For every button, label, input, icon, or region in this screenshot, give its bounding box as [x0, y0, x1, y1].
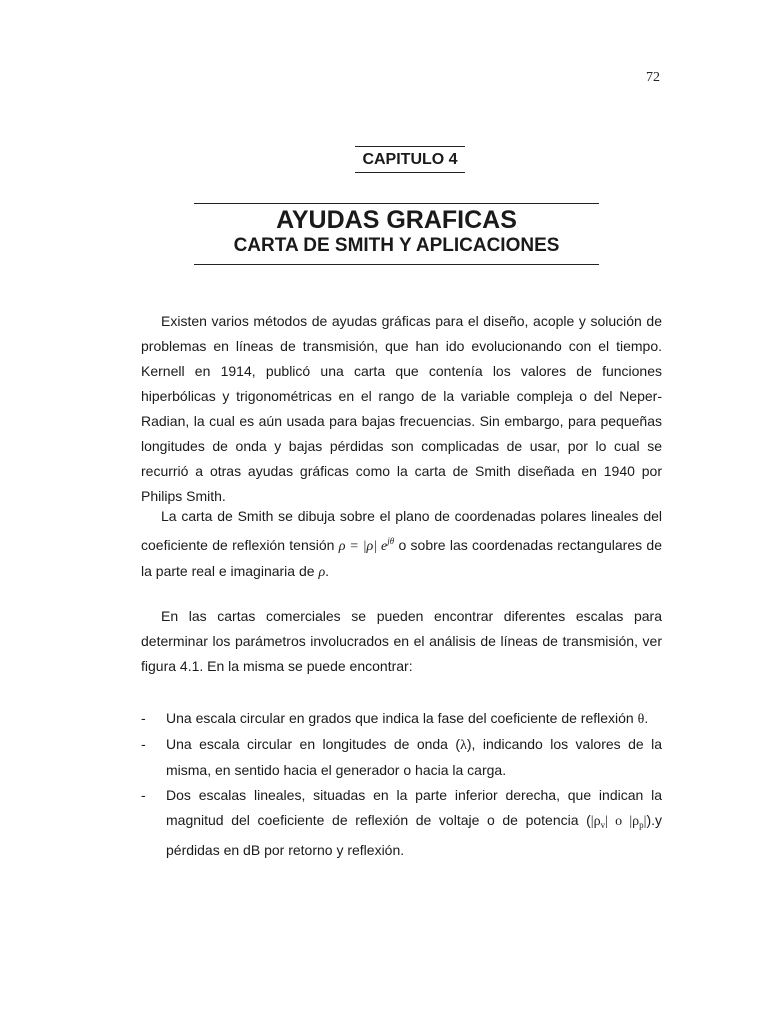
formula-exponent: jθ: [387, 536, 395, 546]
paragraph-text: o sobre las coordenadas rectangulares de la parte real e imaginaria de: [141, 537, 662, 579]
paragraph-text: .: [325, 563, 330, 579]
rho-p-base: |ρ: [629, 814, 640, 829]
page-subtitle: CARTA DE SMITH Y APLICACIONES: [233, 235, 560, 256]
scales-list: [141, 706, 662, 863]
list-item-text: Dos escalas lineales, situadas en la parte inferior derecha, que indican la magnitud del coeficiente de reflexión de voltaje o de potencia (: [166, 787, 662, 828]
lambda-symbol: λ: [460, 738, 467, 753]
paragraph-intro: Existen varios métodos de ayudas gráficas para el diseño, acople y solución de problemas en líneas de transmisión, que han ido evolucionando con el tiempo. Kernell en 1914, publicó una carta que contenía los valores de funciones hiperbólicas y trigonométricas en el rango de la variable compleja o del Neper-Radian, la cual es aún usada para bajas frecuencias. Sin embargo, para pequeñas longitudes de onda y bajas pérdidas son complicadas de usar, por lo cual se recurrió a otras ayudas gráficas como la carta de Smith diseñada en 1940 por Philips Smith.: [141, 313, 662, 504]
list-item: [141, 783, 662, 863]
reflection-formula: [338, 536, 395, 554]
page-number: 72: [646, 70, 660, 85]
list-item-text: Una escala circular en longitudes de onda (: [166, 736, 461, 752]
list-item-text: o: [607, 814, 630, 829]
rho-v-base: |ρ: [590, 814, 601, 829]
page-title: AYUDAS GRAFICAS: [276, 206, 517, 234]
paragraph-text: La carta de Smith se dibuja sobre el plano de coordenadas polares lineales del coeficiente de reflexión tensión: [141, 508, 662, 553]
rho-v-symbol: [591, 814, 608, 829]
list-item: [141, 706, 662, 732]
list-item-text: ).y pérdidas en dB por retorno y reflexión.: [166, 812, 662, 858]
formula-base: ρ = |ρ| e: [338, 539, 388, 554]
rho-v-bar: |: [605, 814, 608, 829]
list-item-text: ), indicando los valores de la misma, en sentido hacia el generador o hacia la carga.: [166, 736, 662, 778]
rho-p-bar: |: [643, 814, 647, 829]
rho-v-subscript: v: [600, 820, 606, 830]
theta-symbol: θ: [637, 712, 645, 727]
rho-p-symbol: [629, 814, 646, 829]
paragraph-scales: En las cartas comerciales se pueden encontrar diferentes escalas para determinar los parámetros involucrados en el análisis de líneas de transmisión, ver figura 4.1. En la misma se puede encontrar:: [141, 608, 662, 674]
list-item-text: Una escala circular en grados que indica la fase del coeficiente de reflexión: [166, 710, 638, 726]
title-block: [194, 203, 599, 265]
chapter-heading: CAPITULO 4: [355, 146, 465, 173]
paragraph-smith-chart: [141, 504, 662, 585]
list-item: [141, 732, 662, 783]
bullet-dash: -: [141, 787, 146, 803]
bullet-dash: -: [141, 736, 146, 752]
rho-p-subscript: p: [639, 820, 644, 830]
bullet-dash: -: [141, 710, 146, 726]
rho-symbol: ρ: [318, 565, 326, 580]
list-item-text: .: [644, 710, 649, 726]
